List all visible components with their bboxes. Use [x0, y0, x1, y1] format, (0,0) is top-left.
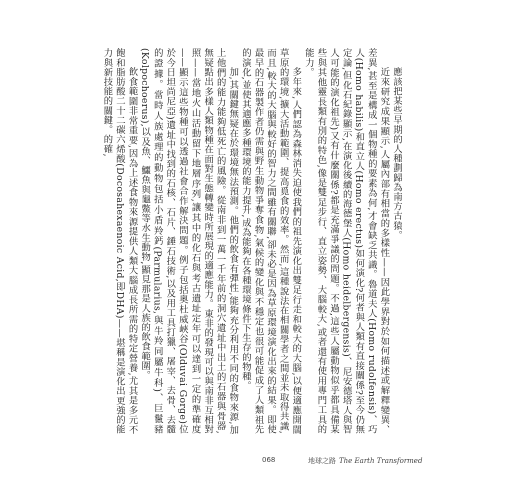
paragraph: 多年來,人們認為森林消失迫使我們的祖先演化出雙足行走和較大的大腦,以便適應開闊草原的環境,擴大活動範圍、提高覓食的效率。然而,這種說法在相關學者之間並未取得共識,而且,較大的大腦與較好的智力之間雖有關聯,卻未必是因為草原環境演化出來的結果。即使最早的石器製作者仍需與野生動物爭奪食物,氣候的變化與不穩定也很可能促成了人類祖先的演化,並使其適應多種環境的能力提升,成為能夠在各種環境條件下生存的物種。 [239, 48, 302, 434]
book-title-chinese: 地球之路 [308, 457, 336, 465]
paragraph: 近來研究成果顯示,人屬內部有相當的多樣性——因此學界對於如何描述或解釋變異、差異,甚至是構成一個物種的要素為何,才會缺乏共識。魯道夫人(Homo rudolfensis)、巧人(Homo habilis)和直立人(Homo erectus)如何演化?何者與人類有直接關係?至今仍無定論,但化石紀錄顯示,在演化後續的海德堡人(Homo heidelbergensis)、尼安德塔人與智人可能的演化祖先)又有什麼關係?都是充滿爭議的問題。不過,這些人屬動物似乎都具備某些與其他靈長類有別的特色,像是雙足步行、直立姿勢、大腦較大,或者還有使用專門工具的能力。 [302, 48, 390, 434]
book-title-english: The Earth Transformed [339, 457, 423, 465]
page-footer [0, 456, 520, 470]
paragraph: 加,其關鍵無疑在於環境無法預測。他們的飲食有彈性,能夠充分利用不同的食物來源,加上他們的能力能夠低死亡的風險。從南非到一萬一千年前的洞穴遺址中出土的石器與骨器,無疑點出多樣人類物種在面對生態轉變時所展現的適應能力。東非的發現可以與南非互相對照——當地火山活動留下地層序列,讓其中的化石與考古遺址定年可以達到一定的準確度——顯示這些物種可以透過社會合作解決問題。例子包括奧杜威峽谷(Olduvai Gorge)位於今日坦尚尼亞)遺址中找到的石核、石片、錘石技術,以及用工具打獵、屠宰、去骨、去髓的證據。當時人族處理的動物包括小盾羚鈣(Parmularius,與牛羚同屬牛科)、巨鬣豬(Kolpochoerus),以及魚、鱷魚與龜鱉等水生動物,顯見那是人族的飲食範圍。 [139, 48, 239, 434]
body-text [97, 48, 402, 434]
page-number: 068 [262, 456, 276, 464]
running-head [308, 456, 422, 466]
paragraph: 飲食範圍非常重要,因為上述食物來源提供人類大腦成長所需的特定營養,尤其是多元不飽和脂肪酸二十二碳六烯酸(Docosahexaenoic Acid,即DHA)——堪稱是演化出更強的能力與新技能的關鍵。的確, [101, 48, 138, 434]
paragraph: 應該把某些早期的人種劃歸為南方古猿。 [391, 66, 402, 240]
